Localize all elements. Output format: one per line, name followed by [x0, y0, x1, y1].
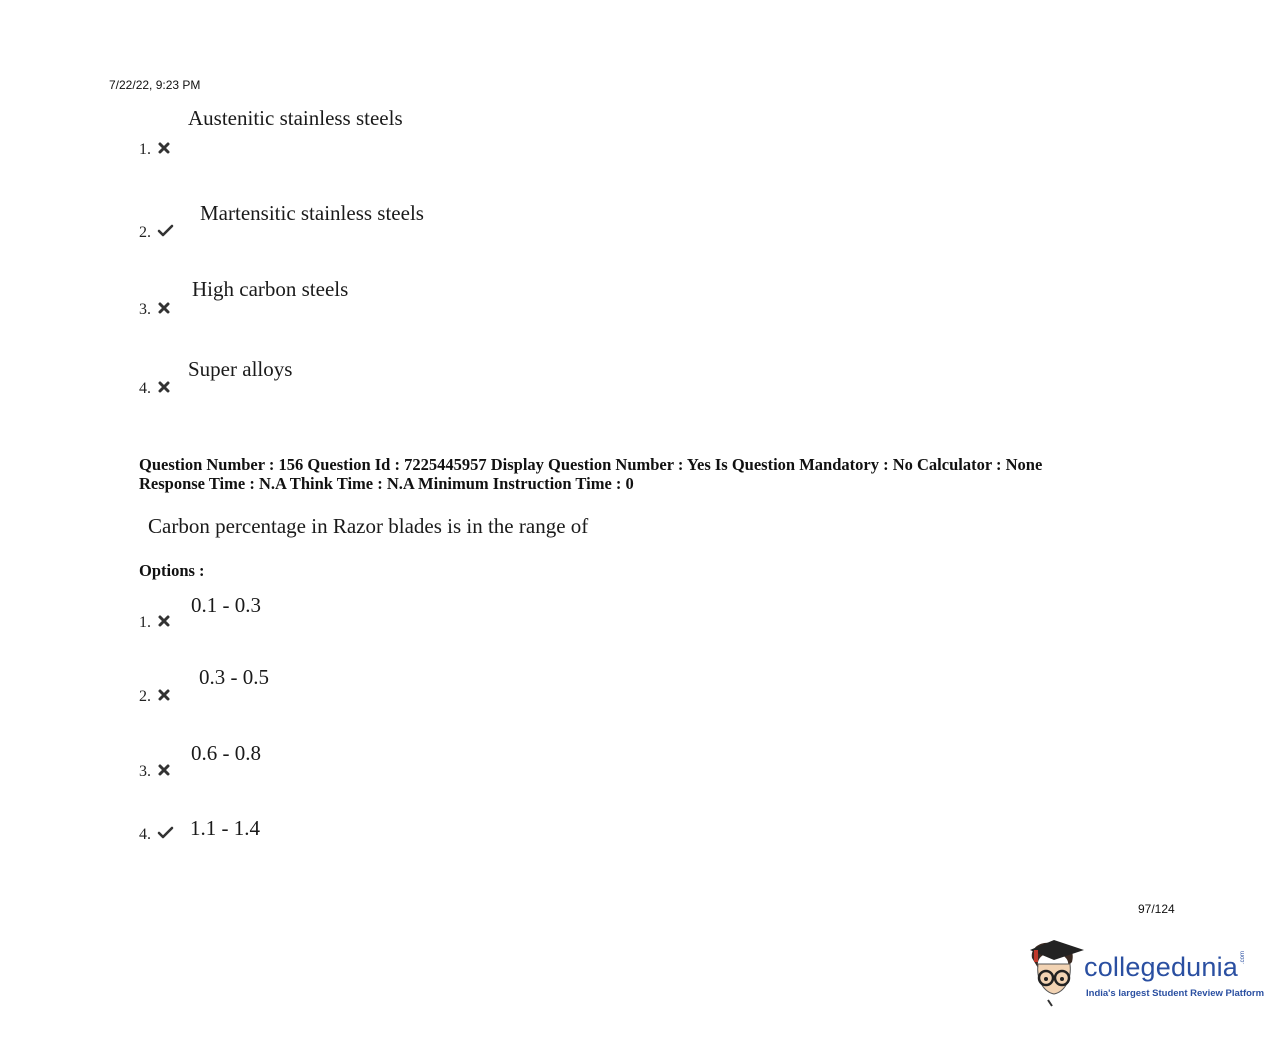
option-2-number: 2. — [139, 688, 171, 706]
cross-icon — [157, 688, 171, 702]
option-3-text: 0.6 - 0.8 — [191, 741, 261, 765]
cross-icon — [157, 301, 171, 315]
cross-icon — [157, 763, 171, 777]
check-icon — [157, 826, 174, 840]
prev-option-3-text: High carbon steels — [192, 277, 349, 301]
prev-option-2-number: 2. — [139, 224, 174, 242]
option-1-number: 1. — [139, 614, 171, 632]
brand-watermark — [1024, 938, 1264, 1010]
brand-name: collegedunia — [1084, 952, 1239, 982]
prev-option-1-text: Austenitic stainless steels — [188, 106, 403, 130]
question-text: Carbon percentage in Razor blades is in the range of — [148, 514, 589, 538]
option-2-text: 0.3 - 0.5 — [199, 665, 269, 689]
cross-icon — [157, 380, 171, 394]
cross-icon — [157, 141, 171, 155]
option-1-text: 0.1 - 0.3 — [191, 593, 261, 617]
options-label: Options : — [139, 561, 205, 580]
question-meta-line-2: Response Time : N.A Think Time : N.A Minimum Instruction Time : 0 — [139, 474, 634, 493]
option-4-text: 1.1 - 1.4 — [190, 816, 260, 840]
page-number: 97/124 — [1138, 902, 1175, 916]
prev-option-4-text: Super alloys — [188, 357, 293, 381]
check-icon — [157, 224, 174, 238]
prev-option-1-number: 1. — [139, 141, 171, 159]
option-3-number: 3. — [139, 763, 171, 781]
prev-option-3-number: 3. — [139, 301, 171, 319]
mascot-logo-icon — [1024, 938, 1086, 1015]
brand-suffix: .com — [1240, 950, 1246, 964]
print-timestamp: 7/22/22, 9:23 PM — [109, 78, 201, 92]
prev-option-4-number: 4. — [139, 380, 171, 398]
question-meta-line-1: Question Number : 156 Question Id : 7225445957 Display Question Number : Yes Is Question Mandatory : No Calculator : None — [139, 455, 1043, 474]
cross-icon — [157, 614, 171, 628]
option-4-number: 4. — [139, 826, 174, 844]
brand-tagline: India's largest Student Review Platform — [1086, 988, 1265, 999]
prev-option-2-text: Martensitic stainless steels — [200, 201, 424, 225]
